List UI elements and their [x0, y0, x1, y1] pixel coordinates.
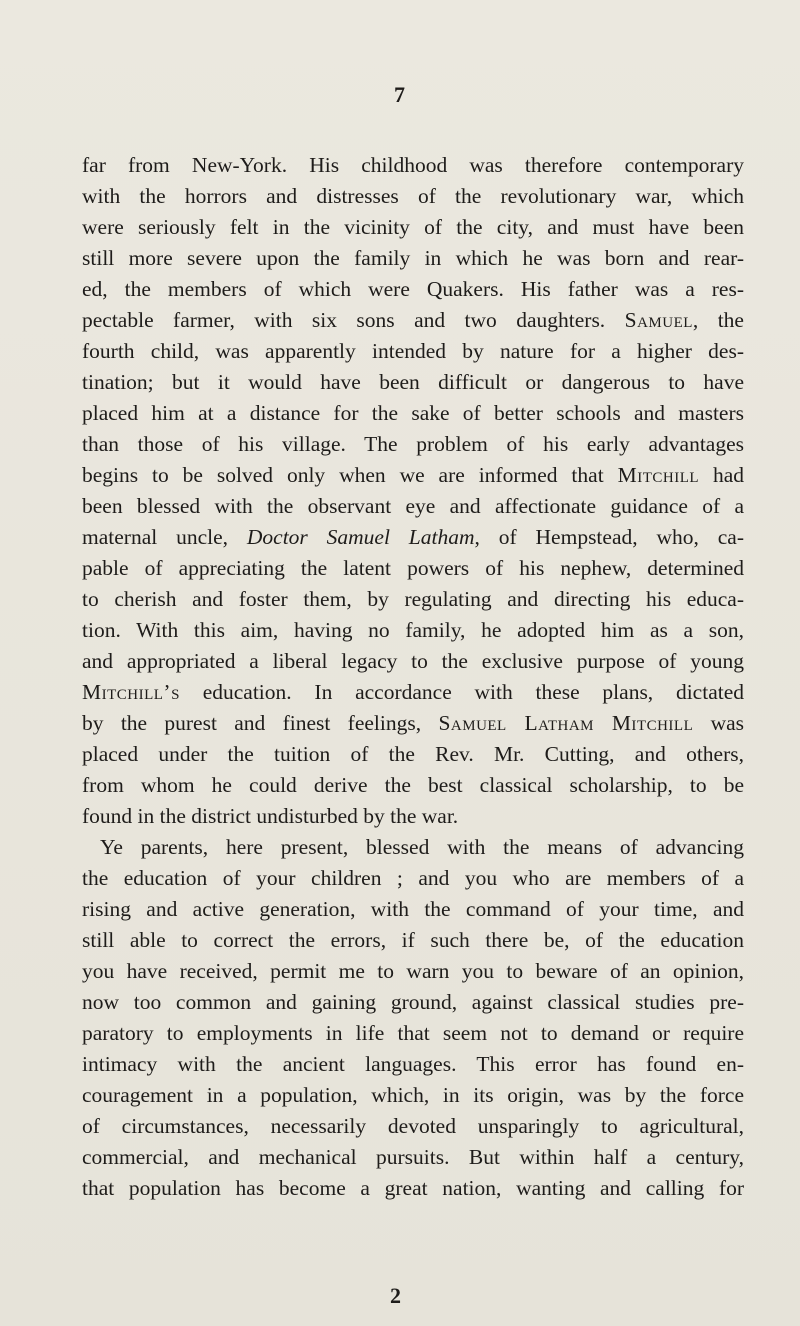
text-line: to cherish and foster them, by regulating and directing his educa-: [82, 587, 744, 611]
text-line: paratory to employments in life that seem not to demand or require: [82, 1021, 744, 1045]
text-line: ed, the members of which were Quakers. His father was a res-: [82, 277, 744, 301]
text-line: couragement in a population, which, in its origin, was by the force: [82, 1083, 744, 1107]
text-line: commercial, and mechanical pursuits. But within half a century,: [82, 1145, 744, 1169]
text-line: tination; but it would have been difficult or dangerous to have: [82, 370, 744, 394]
text-run: begins to be solved only when we are informed that: [82, 463, 618, 487]
text-line: and appropriated a liberal legacy to the exclusive purpose of young: [82, 649, 744, 673]
text-line: Ye parents, here present, blessed with the means of advancing: [100, 835, 744, 859]
name-mitchill: Mitchill: [617, 463, 700, 487]
text-line: [82, 708, 744, 739]
text-line: were seriously felt in the vicinity of the city, and must have been: [82, 215, 744, 239]
text-line: [82, 522, 744, 553]
text-line: [82, 460, 744, 491]
text-line: [82, 305, 744, 336]
text-run: education. In accordance with these plans, dictated: [179, 680, 744, 704]
text-line: tion. With this aim, having no family, he adopted him as a son,: [82, 618, 744, 642]
text-line: been blessed with the observant eye and affectionate guidance of a: [82, 494, 744, 518]
text-line: still able to correct the errors, if such there be, of the education: [82, 928, 744, 952]
text-line: still more severe upon the family in which he was born and rear-: [82, 246, 744, 270]
text-line: far from New-York. His childhood was therefore contemporary: [82, 153, 744, 177]
text-line: of circumstances, necessarily devoted unsparingly to agricultural,: [82, 1114, 744, 1138]
text-run: pectable farmer, with six sons and two daughters.: [82, 308, 625, 332]
signature-mark: 2: [390, 1283, 401, 1308]
text-line: placed him at a distance for the sake of better schools and masters: [82, 401, 744, 425]
text-line: that population has become a great nation, wanting and calling for: [82, 1176, 744, 1200]
text-line: [82, 677, 744, 708]
text-line: than those of his village. The problem of his early advantages: [82, 432, 744, 456]
text-line: you have received, permit me to warn you to beware of an opinion,: [82, 959, 744, 983]
name-doctor-latham: Doctor Samuel Latham: [246, 525, 475, 549]
body-text: [82, 150, 744, 1204]
text-run: had: [699, 463, 744, 487]
text-line: pable of appreciating the latent powers of his nephew, determined: [82, 556, 744, 580]
text-line: fourth child, was apparently intended by nature for a higher des-: [82, 339, 744, 363]
text-run: , the: [692, 308, 744, 332]
text-run: by the purest and finest feelings,: [82, 711, 439, 735]
text-line: placed under the tuition of the Rev. Mr. Cutting, and others,: [82, 742, 744, 766]
text-line: found in the district undisturbed by the war.: [82, 804, 459, 828]
text-run: maternal uncle,: [82, 525, 247, 549]
text-run: was: [693, 711, 744, 735]
text-line: now too common and gaining ground, against classical studies pre-: [82, 990, 744, 1014]
name-mitchills: Mitchill’s: [82, 680, 180, 704]
name-full: Samuel Latham Mitchill: [438, 711, 694, 735]
text-line: intimacy with the ancient languages. This error has found en-: [82, 1052, 744, 1076]
text-line: from whom he could derive the best classical scholarship, to be: [82, 773, 744, 797]
text-line: the education of your children ; and you who are members of a: [82, 866, 744, 890]
text-run: , of Hempstead, who, ca-: [474, 525, 744, 549]
text-line: with the horrors and distresses of the revolutionary war, which: [82, 184, 744, 208]
page-number: 7: [394, 82, 405, 107]
name-samuel: Samuel: [624, 308, 693, 332]
text-line: rising and active generation, with the command of your time, and: [82, 897, 744, 921]
